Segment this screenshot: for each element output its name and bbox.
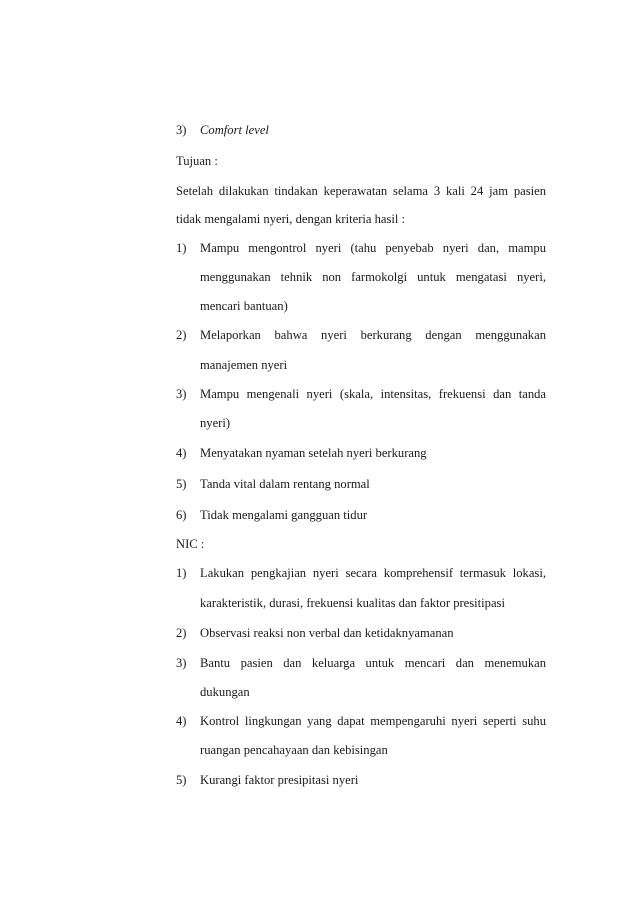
criteria-line: mencari bantuan) bbox=[200, 299, 288, 313]
nic-line: ruangan pencahayaan dan kebisingan bbox=[200, 743, 388, 757]
nic-item bbox=[176, 625, 546, 641]
criteria-line: Menyatakan nyaman setelah nyeri berkurang bbox=[200, 446, 427, 460]
criteria-number: 2) bbox=[176, 328, 187, 342]
criteria-line: Tanda vital dalam rentang normal bbox=[200, 477, 370, 491]
nic-line: dukungan bbox=[200, 685, 250, 699]
criteria-item bbox=[176, 445, 546, 461]
criteria-number: 3) bbox=[176, 387, 187, 401]
criteria-item bbox=[176, 386, 546, 402]
section-title: Comfort level bbox=[200, 123, 269, 137]
nic-item bbox=[176, 655, 546, 671]
criteria-item bbox=[176, 507, 546, 523]
criteria-line: Mampu mengontrol nyeri (tahu penyebab nyeri dan, mampu bbox=[200, 241, 546, 255]
criteria-line: nyeri) bbox=[200, 416, 231, 430]
nic-line: Kurangi faktor presipitasi nyeri bbox=[200, 773, 359, 787]
nic-item bbox=[176, 713, 546, 729]
nic-line: Kontrol lingkungan yang dapat mempengaruhi nyeri seperti suhu bbox=[200, 714, 546, 728]
nic-number: 1) bbox=[176, 566, 187, 580]
nic-number: 2) bbox=[176, 626, 187, 640]
nic-item bbox=[176, 565, 546, 581]
criteria-line: manajemen nyeri bbox=[200, 358, 288, 372]
criteria-number: 1) bbox=[176, 241, 187, 255]
criteria-line: Mampu mengenali nyeri (skala, intensitas, frekuensi dan tanda bbox=[200, 387, 546, 401]
nic-number: 5) bbox=[176, 773, 187, 787]
nic-line: karakteristik, durasi, frekuensi kualitas dan faktor presitipasi bbox=[200, 596, 505, 610]
nic-number: 4) bbox=[176, 714, 187, 728]
nic-item bbox=[176, 772, 546, 788]
criteria-item bbox=[176, 476, 546, 492]
criteria-number: 6) bbox=[176, 508, 187, 522]
criteria-item bbox=[176, 240, 546, 256]
criteria-number: 5) bbox=[176, 477, 187, 491]
intro-line-1: Setelah dilakukan tindakan keperawatan selama 3 kali 24 jam pasien bbox=[176, 184, 546, 198]
criteria-line: Melaporkan bahwa nyeri berkurang dengan menggunakan bbox=[200, 328, 546, 342]
criteria-line: menggunakan tehnik non farmokolgi untuk mengatasi nyeri, bbox=[200, 270, 546, 284]
criteria-item bbox=[176, 327, 546, 343]
nic-label: NIC : bbox=[176, 537, 205, 551]
criteria-number: 4) bbox=[176, 446, 187, 460]
nic-line: Observasi reaksi non verbal dan ketidaknyamanan bbox=[200, 626, 454, 640]
nic-line: Bantu pasien dan keluarga untuk mencari dan menemukan bbox=[200, 656, 546, 670]
nic-number: 3) bbox=[176, 656, 187, 670]
tujuan-label: Tujuan : bbox=[176, 154, 218, 168]
section-heading bbox=[176, 122, 546, 138]
nic-line: Lakukan pengkajian nyeri secara komprehensif termasuk lokasi, bbox=[200, 566, 546, 580]
intro-line-2: tidak mengalami nyeri, dengan kriteria hasil : bbox=[176, 212, 406, 226]
section-number: 3) bbox=[176, 123, 187, 137]
criteria-line: Tidak mengalami gangguan tidur bbox=[200, 508, 368, 522]
